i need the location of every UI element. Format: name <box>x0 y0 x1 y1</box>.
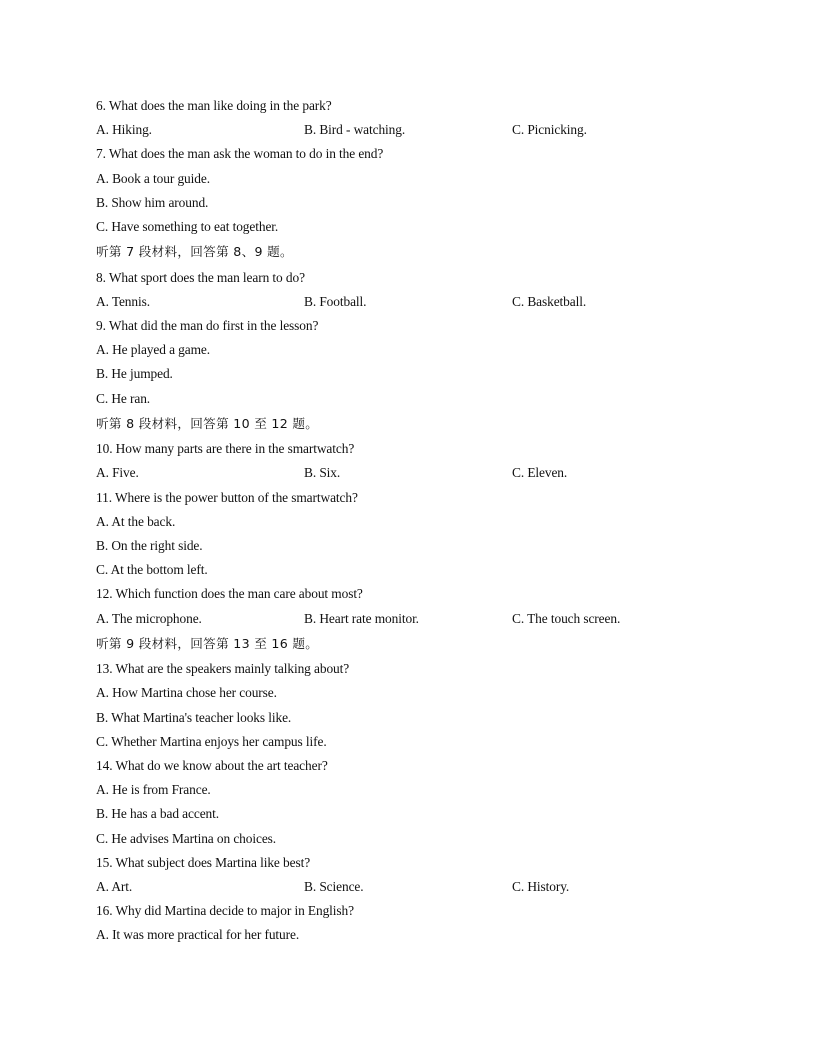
answer-option-q16-a: A. It was more practical for her future. <box>96 927 300 943</box>
answer-option-q14-b: B. He has a bad accent. <box>96 806 219 822</box>
question-q6: 6. What does the man like doing in the park? <box>96 98 332 113</box>
answer-option-q14-c: C. He advises Martina on choices. <box>96 830 277 846</box>
q6-options <box>96 118 736 142</box>
answer-option: C. Basketball. <box>512 293 587 309</box>
answer-option-q13-c: C. Whether Martina enjoys her campus life. <box>96 733 327 749</box>
q8-options <box>96 290 736 314</box>
answer-option: B. Football. <box>304 293 367 309</box>
question-q14: 14. What do we know about the art teacher? <box>96 758 328 773</box>
answer-option: A. Five. <box>96 465 139 481</box>
question-q13: 13. What are the speakers mainly talking about? <box>96 661 350 677</box>
q15-options <box>96 875 736 899</box>
answer-option-q9-c: C. He ran. <box>96 390 151 406</box>
question-q10: 10. How many parts are there in the smartwatch? <box>96 441 355 457</box>
section-instruction-7: 听第 7 段材料，回答第 8、9 题。 <box>96 244 293 260</box>
question-q9: 9. What did the man do first in the lesson? <box>96 318 319 333</box>
answer-option: C. Eleven. <box>512 465 568 481</box>
answer-option-q13-b: B. What Martina's teacher looks like. <box>96 709 292 725</box>
section-instruction-8: 听第 8 段材料，回答第 10 至 12 题。 <box>96 415 319 431</box>
answer-option-q14-a: A. He is from France. <box>96 782 211 798</box>
answer-option-q7-b: B. Show him around. <box>96 194 209 210</box>
answer-option: B. Heart rate monitor. <box>304 610 419 626</box>
answer-option-q7-c: C. Have something to eat together. <box>96 218 279 234</box>
question-q7: 7. What does the man ask the woman to do in the end? <box>96 146 384 162</box>
answer-option: B. Science. <box>304 878 364 894</box>
section-instruction-9: 听第 9 段材料，回答第 13 至 16 题。 <box>96 635 319 651</box>
answer-option-q11-c: C. At the bottom left. <box>96 562 208 578</box>
answer-option: C. Picnicking. <box>512 122 587 138</box>
answer-option-q11-a: A. At the back. <box>96 513 176 529</box>
q10-options <box>96 461 736 485</box>
answer-option: B. Bird - watching. <box>304 122 406 138</box>
answer-option: A. Tennis. <box>96 293 150 309</box>
question-q12: 12. Which function does the man care about most? <box>96 586 363 602</box>
q12-options <box>96 607 736 631</box>
question-q11: 11. Where is the power button of the smartwatch? <box>96 489 358 505</box>
answer-option-q9-a: A. He played a game. <box>96 342 211 358</box>
answer-option-q9-b: B. He jumped. <box>96 366 173 382</box>
answer-option-q11-b: B. On the right side. <box>96 538 203 553</box>
answer-option: B. Six. <box>304 465 341 481</box>
answer-option: A. Art. <box>96 878 133 894</box>
answer-option: A. The microphone. <box>96 610 202 626</box>
answer-option: C. The touch screen. <box>512 610 621 626</box>
answer-option: C. History. <box>512 878 570 894</box>
question-q16: 16. Why did Martina decide to major in English? <box>96 903 354 919</box>
question-q15: 15. What subject does Martina like best? <box>96 854 311 870</box>
answer-option-q13-a: A. How Martina chose her course. <box>96 685 277 701</box>
question-q8: 8. What sport does the man learn to do? <box>96 269 305 285</box>
question-list <box>96 94 736 948</box>
answer-option: A. Hiking. <box>96 122 152 138</box>
answer-option-q7-a: A. Book a tour guide. <box>96 170 210 186</box>
